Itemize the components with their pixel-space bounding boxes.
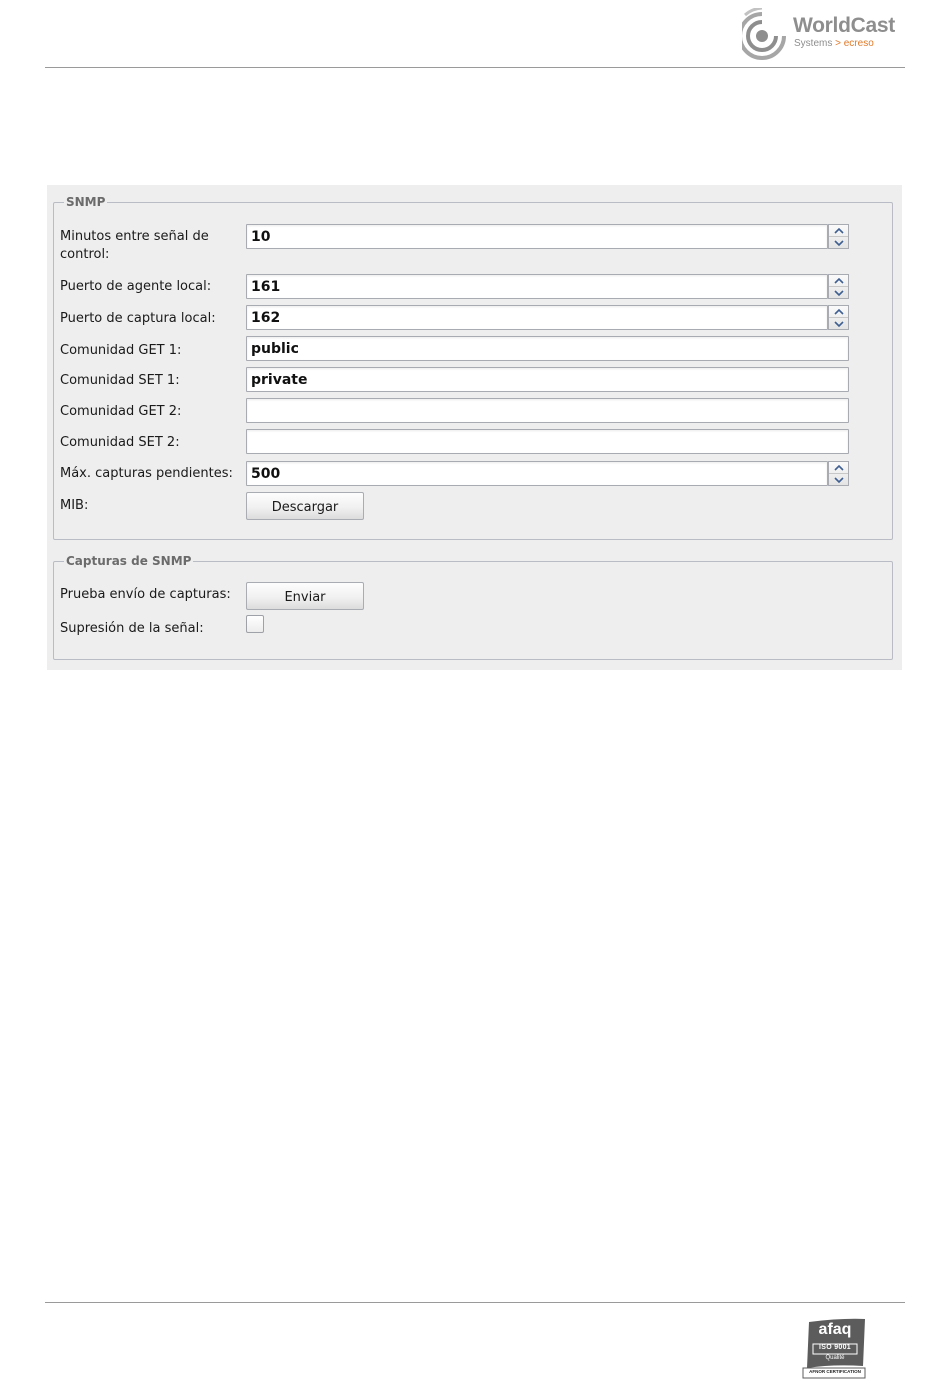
get-community-1-input[interactable]: public <box>246 336 849 361</box>
set-community-2-label: Comunidad SET 2: <box>60 435 180 450</box>
set-community-1-label: Comunidad SET 1: <box>60 373 180 388</box>
logo-name: WorldCast <box>793 14 895 37</box>
snmp-traps-legend: Capturas de SNMP <box>66 554 192 568</box>
agent-port-spinner[interactable] <box>828 274 849 299</box>
test-traps-label: Prueba envío de capturas: <box>60 587 231 602</box>
mib-label: MIB: <box>60 498 89 513</box>
max-pending-traps-input[interactable]: 500 <box>246 461 828 486</box>
heartbeat-interval-input[interactable]: 10 <box>246 224 828 249</box>
afaq-standard: ISO 9001 <box>819 1344 851 1351</box>
worldcast-logo <box>742 8 907 62</box>
max-pending-traps-label: Máx. capturas pendientes: <box>60 466 233 481</box>
sound-waves-icon <box>742 8 792 62</box>
signal-suppression-checkbox[interactable] <box>246 615 264 633</box>
trap-port-spinner[interactable] <box>828 305 849 330</box>
chevron-down-icon[interactable] <box>829 318 848 329</box>
afaq-brand: afaq <box>818 1321 852 1338</box>
set-community-1-input[interactable]: private <box>246 367 849 392</box>
chevron-down-icon[interactable] <box>829 287 848 298</box>
get-community-2-label: Comunidad GET 2: <box>60 404 182 419</box>
snmp-settings-panel <box>47 185 902 670</box>
footer-divider <box>45 1302 905 1303</box>
afaq-qualite: Qualité <box>825 1355 845 1361</box>
chevron-down-icon[interactable] <box>829 474 848 485</box>
afaq-iso-badge <box>801 1318 867 1380</box>
logo-tagline-separator: > <box>835 38 841 49</box>
chevron-up-icon[interactable] <box>829 275 848 287</box>
afaq-certifier: AFNOR CERTIFICATION <box>809 1369 861 1374</box>
get-community-2-input[interactable] <box>246 398 849 423</box>
set-community-2-input[interactable] <box>246 429 849 454</box>
header-divider <box>45 67 905 68</box>
max-pending-traps-spinner[interactable] <box>828 461 849 486</box>
snmp-legend: SNMP <box>66 195 106 209</box>
logo-tagline <box>794 38 874 49</box>
trap-port-input[interactable]: 162 <box>246 305 828 330</box>
chevron-up-icon[interactable] <box>829 306 848 318</box>
signal-suppression-label: Supresión de la señal: <box>60 621 204 636</box>
heartbeat-interval-spinner[interactable] <box>828 224 849 249</box>
agent-port-input[interactable]: 161 <box>246 274 828 299</box>
agent-port-label: Puerto de agente local: <box>60 279 212 294</box>
chevron-up-icon[interactable] <box>829 225 848 237</box>
logo-tagline-systems: Systems <box>794 38 833 49</box>
chevron-up-icon[interactable] <box>829 462 848 474</box>
chevron-down-icon[interactable] <box>829 237 848 248</box>
send-test-trap-button[interactable]: Enviar <box>246 582 364 610</box>
heartbeat-interval-label: Minutos entre señal de control: <box>60 229 209 262</box>
trap-port-label: Puerto de captura local: <box>60 311 216 326</box>
logo-tagline-brand: ecreso <box>843 38 874 49</box>
snmp-traps-group <box>53 554 893 660</box>
download-mib-button[interactable]: Descargar <box>246 492 364 520</box>
get-community-1-label: Comunidad GET 1: <box>60 343 182 358</box>
